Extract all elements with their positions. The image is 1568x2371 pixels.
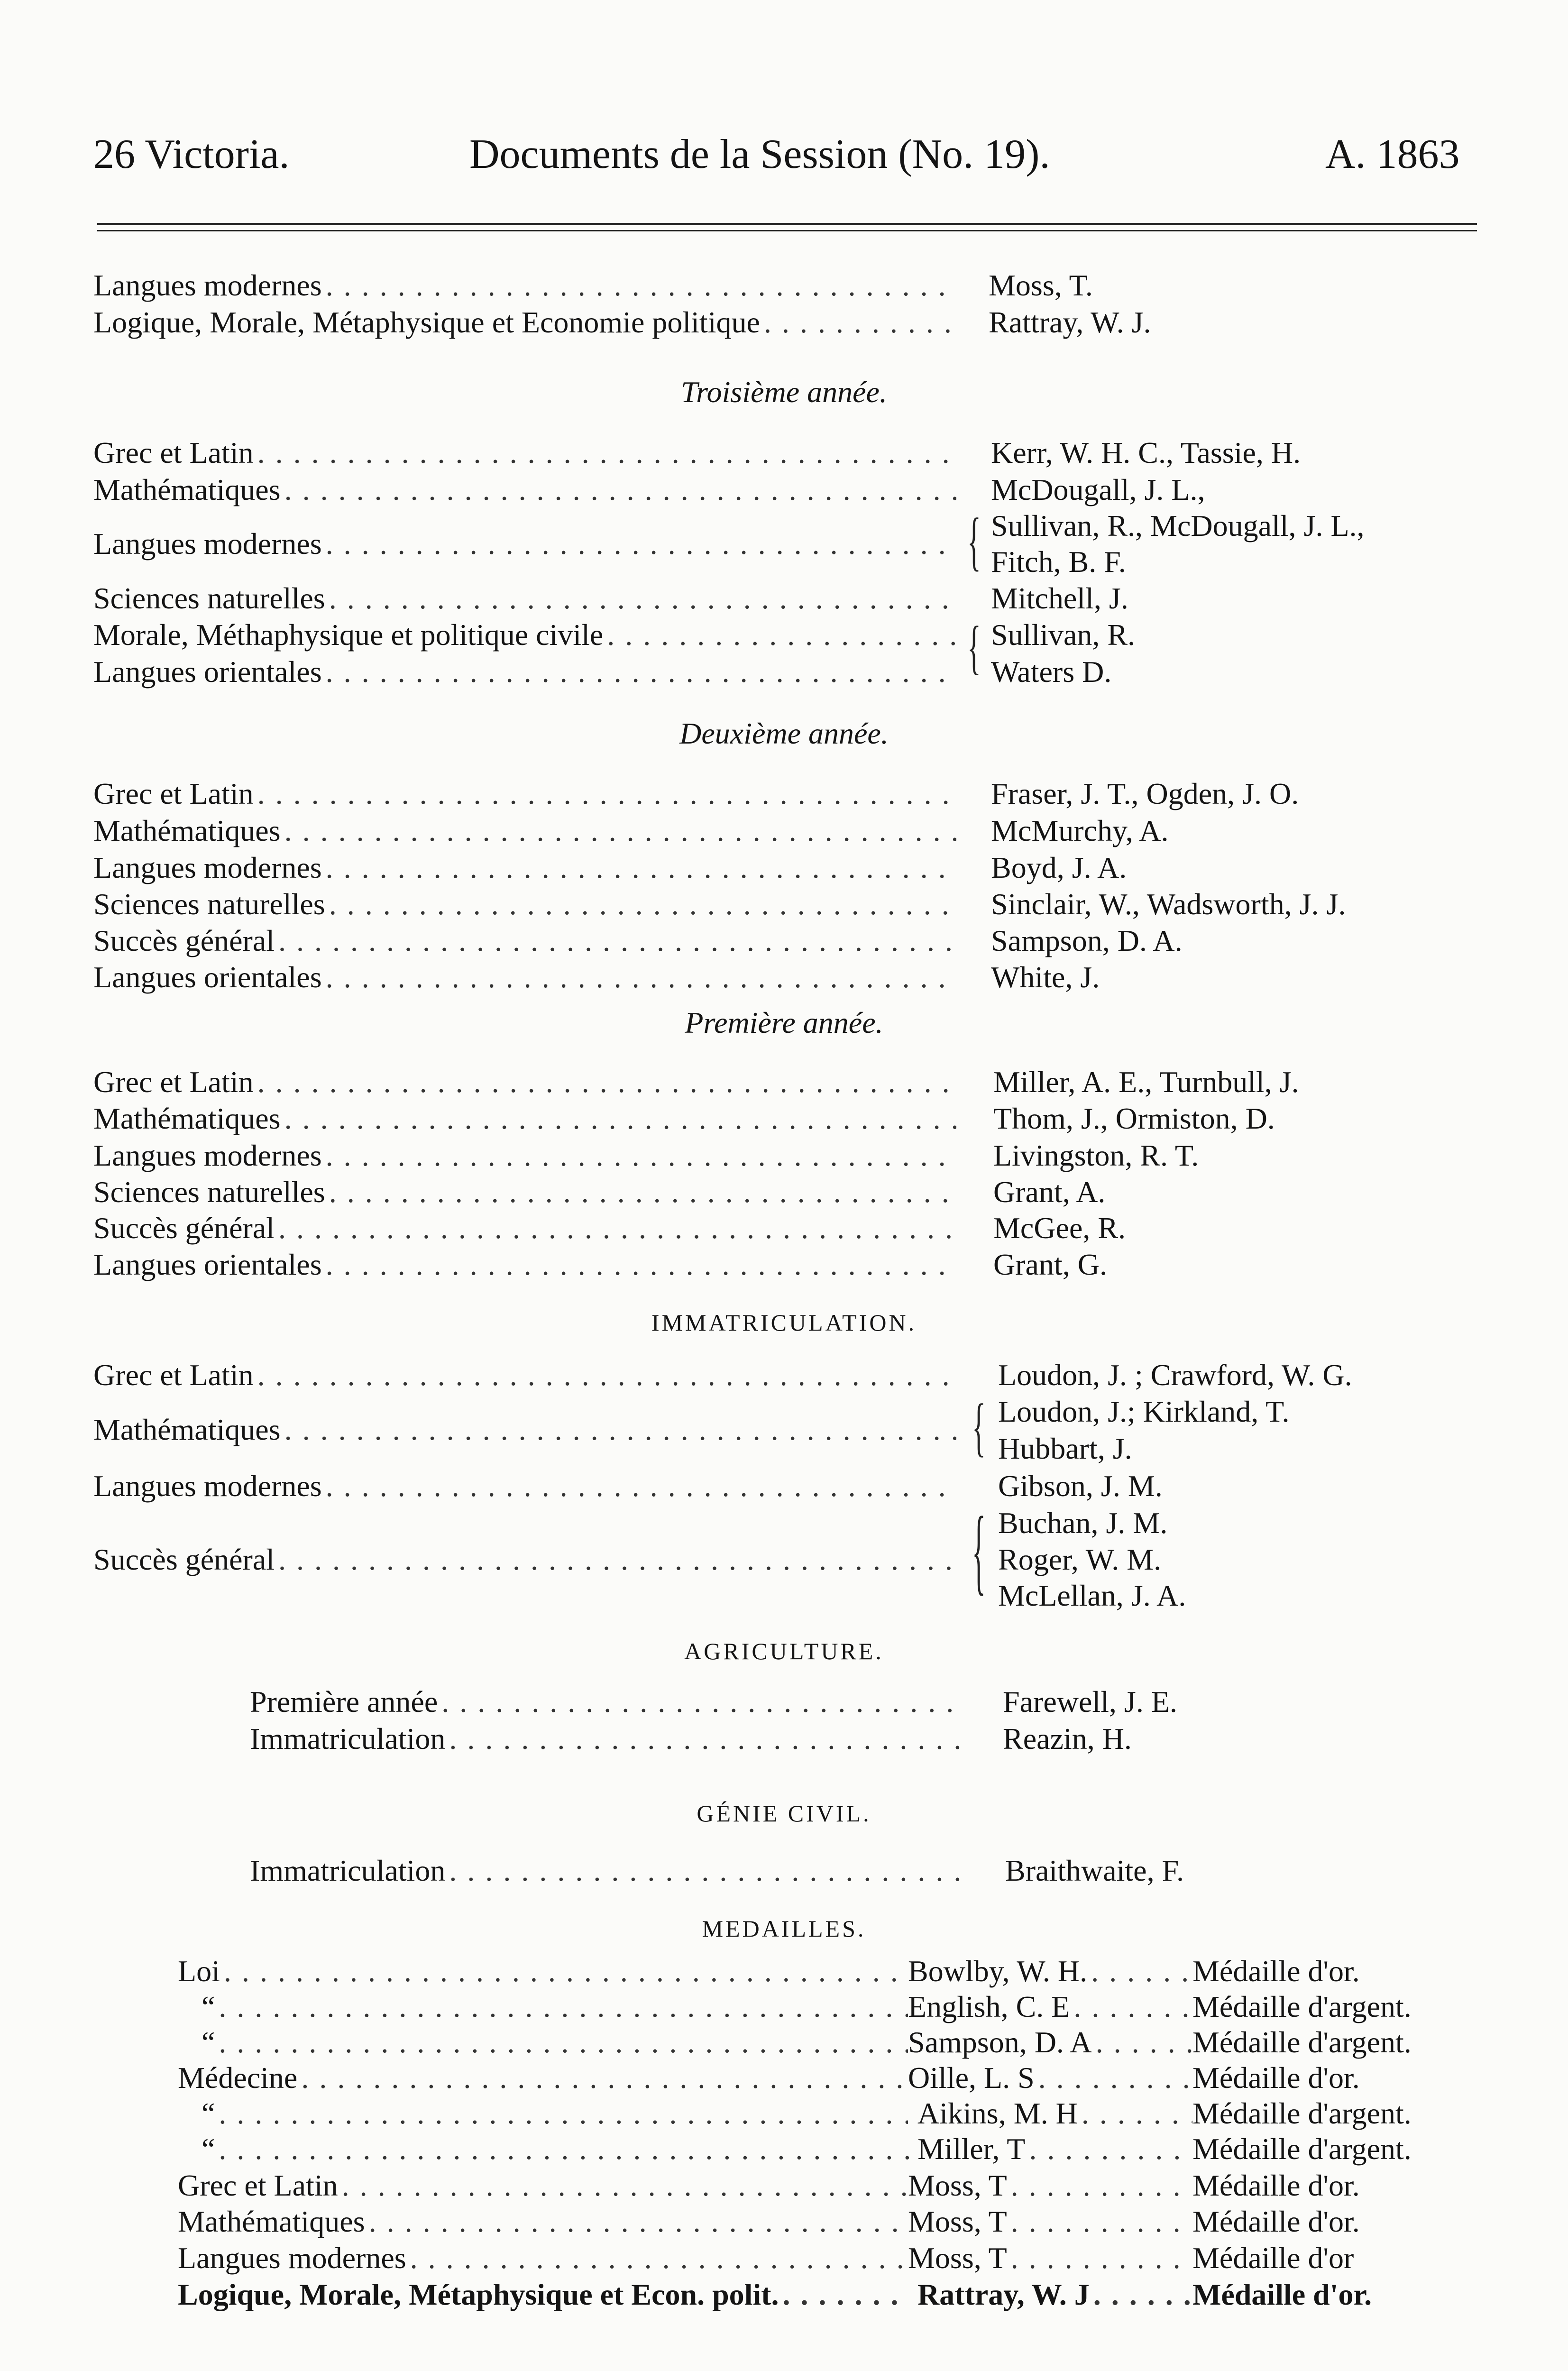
leader-dots xyxy=(284,1412,956,1447)
header-rule-bottom xyxy=(97,230,1477,231)
name-value: Moss, T xyxy=(908,2169,1007,2202)
name-value: Boyd, J. A. xyxy=(991,851,1127,884)
name-value: Bowlby, W. H. xyxy=(908,1954,1088,1988)
ditto-mark: “ xyxy=(202,1990,215,2023)
leader-dots xyxy=(326,960,956,995)
leader-dots xyxy=(449,1721,961,1756)
name-value: Rattray, W. J. xyxy=(989,305,1151,339)
name-value: Miller, A. E., Turnbull, J. xyxy=(993,1065,1299,1099)
subject-label: Langues modernes xyxy=(93,527,322,561)
subject-label: Mathématiques xyxy=(93,814,281,847)
medal-value: Médaille d'or. xyxy=(1192,2061,1360,2095)
medal-value: Médaille d'argent. xyxy=(1192,2132,1412,2166)
brace-icon: { xyxy=(972,1497,986,1604)
leader-dots xyxy=(326,268,956,303)
leader-dots xyxy=(278,1542,956,1577)
name-value: McMurchy, A. xyxy=(991,814,1169,847)
header-right: A. 1863 xyxy=(1325,131,1460,177)
leader-dots xyxy=(1011,2204,1192,2239)
leader-dots xyxy=(326,654,956,689)
subject-label: Grec et Latin xyxy=(93,436,254,469)
leader-dots xyxy=(224,1954,908,1989)
subject-label: Langues orientales xyxy=(93,1248,322,1281)
leader-dots xyxy=(1011,2241,1192,2276)
leader-dots xyxy=(1073,1989,1192,2024)
leader-dots xyxy=(410,2241,908,2276)
ditto-mark: “ xyxy=(202,2096,215,2130)
subject-label: Mathématiques xyxy=(93,1413,281,1446)
name-value: Sampson, D. A. xyxy=(991,924,1183,957)
header-center: Documents de la Session (No. 19). xyxy=(469,131,1050,177)
name-value: Farewell, J. E. xyxy=(1003,1685,1177,1719)
ditto-mark: “ xyxy=(202,2025,215,2059)
leader-dots xyxy=(1029,2132,1192,2167)
leader-dots xyxy=(607,617,956,652)
subject-label: Logique, Morale, Métaphysique et Economie politique xyxy=(93,305,760,339)
subject-label: Logique, Morale, Métaphysique et Econ. polit. xyxy=(178,2278,779,2311)
leader-dots xyxy=(1011,2168,1192,2203)
name-value: Fraser, J. T., Ogden, J. O. xyxy=(991,777,1299,810)
medal-value: Médaille d'or. xyxy=(1192,2278,1372,2311)
leader-dots xyxy=(284,813,956,848)
medal-value: Médaille d'or. xyxy=(1192,2169,1360,2202)
header-rule-top xyxy=(97,223,1477,225)
leader-dots xyxy=(1091,1954,1192,1989)
subject-label: Sciences naturelles xyxy=(93,887,325,921)
name-value: Fitch, B. F. xyxy=(991,545,1126,579)
subject-label: Langues modernes xyxy=(93,268,322,302)
leader-dots xyxy=(1093,2277,1192,2312)
subject-label: Loi xyxy=(178,1954,220,1988)
subject-label: Première année xyxy=(250,1685,438,1719)
subject-label: Sciences naturelles xyxy=(93,1175,325,1209)
name-value: Braithwaite, F. xyxy=(1005,1854,1184,1887)
leader-dots xyxy=(219,2096,908,2131)
subject-label: Langues orientales xyxy=(93,960,322,994)
leader-dots xyxy=(278,923,956,958)
name-value: Reazin, H. xyxy=(1003,1722,1132,1755)
medal-value: Médaille d'argent. xyxy=(1192,2096,1412,2130)
name-value: Miller, T xyxy=(917,2132,1026,2166)
name-value: Livingston, R. T. xyxy=(993,1139,1199,1172)
name-value: Moss, T. xyxy=(989,268,1093,302)
header-left: 26 Victoria. xyxy=(93,131,290,177)
leader-dots xyxy=(764,305,956,340)
subject-label: Grec et Latin xyxy=(93,1358,254,1392)
leader-dots xyxy=(369,2204,908,2239)
name-value: Loudon, J. ; Crawford, W. G. xyxy=(998,1358,1352,1392)
leader-dots xyxy=(219,2132,917,2167)
subject-label: Langues modernes xyxy=(93,1469,322,1503)
leader-dots xyxy=(326,850,956,885)
name-value: McGee, R. xyxy=(993,1211,1126,1245)
leader-dots xyxy=(257,435,956,470)
subject-label: Langues modernes xyxy=(178,2241,406,2275)
leader-dots xyxy=(284,472,956,507)
medal-value: Médaille d'or. xyxy=(1192,1954,1360,1988)
name-value: Aikins, M. H xyxy=(917,2096,1078,2130)
name-value: Moss, T xyxy=(908,2241,1007,2275)
name-value: Sullivan, R., McDougall, J. L., xyxy=(991,509,1365,542)
section-title-agriculture: AGRICULTURE. xyxy=(684,1638,884,1664)
name-value: McDougall, J. L., xyxy=(991,473,1205,506)
subject-label: Immatriculation xyxy=(250,1722,446,1755)
leader-dots xyxy=(219,2025,908,2060)
medal-value: Médaille d'argent. xyxy=(1192,2025,1412,2059)
subject-label: Sciences naturelles xyxy=(93,581,325,615)
leader-dots xyxy=(1082,2096,1192,2131)
section-title-genie-civil: GÉNIE CIVIL. xyxy=(697,1800,871,1827)
name-value: Thom, J., Ormiston, D. xyxy=(993,1102,1275,1135)
brace-icon: { xyxy=(967,614,981,680)
leader-dots xyxy=(326,1469,956,1504)
subject-label: Mathématiques xyxy=(178,2205,365,2238)
name-value: Moss, T xyxy=(908,2205,1007,2238)
name-value: McLellan, J. A. xyxy=(998,1579,1186,1612)
subject-label: Langues modernes xyxy=(93,851,322,884)
leader-dots xyxy=(257,1358,956,1393)
name-value: Roger, W. M. xyxy=(998,1543,1162,1576)
brace-icon: { xyxy=(967,505,981,577)
subject-label: Grec et Latin xyxy=(93,1065,254,1099)
section-title-troisieme: Troisième année. xyxy=(681,375,887,409)
name-value: Hubbart, J. xyxy=(998,1432,1132,1465)
name-value: White, J. xyxy=(991,960,1100,994)
name-value: English, C. E xyxy=(908,1990,1070,2023)
subject-label: Morale, Méthaphysique et politique civile xyxy=(93,618,604,652)
name-value: Sullivan, R. xyxy=(991,618,1136,652)
name-value: Oille, L. S xyxy=(908,2061,1035,2095)
leader-dots xyxy=(329,887,956,922)
leader-dots xyxy=(1038,2060,1192,2095)
subject-label: Succès général xyxy=(93,1543,275,1576)
subject-label: Mathématiques xyxy=(93,473,281,506)
leader-dots xyxy=(284,1101,956,1136)
brace-icon: { xyxy=(972,1391,986,1463)
leader-dots xyxy=(257,1065,956,1100)
leader-dots xyxy=(326,526,956,561)
medal-value: Médaille d'argent. xyxy=(1192,1990,1412,2023)
leader-dots xyxy=(441,1684,961,1719)
leader-dots xyxy=(278,1211,956,1246)
name-value: Gibson, J. M. xyxy=(998,1469,1163,1503)
subject-label: Médecine xyxy=(178,2061,298,2095)
leader-dots xyxy=(257,776,956,811)
name-value: Grant, G. xyxy=(993,1248,1107,1281)
name-value: Sampson, D. A xyxy=(908,2025,1092,2059)
section-title-immatriculation: IMMATRICULATION. xyxy=(651,1309,917,1336)
name-value: Sinclair, W., Wadsworth, J. J. xyxy=(991,887,1346,921)
leader-dots xyxy=(449,1853,961,1888)
name-value: Rattray, W. J xyxy=(917,2278,1090,2311)
subject-label: Langues modernes xyxy=(93,1139,322,1172)
medal-value: Médaille d'or xyxy=(1192,2241,1354,2275)
leader-dots xyxy=(301,2060,908,2095)
leader-dots xyxy=(1096,2025,1192,2060)
name-value: Grant, A. xyxy=(993,1175,1106,1209)
name-value: Mitchell, J. xyxy=(991,581,1128,615)
leader-dots xyxy=(329,581,956,616)
subject-label: Grec et Latin xyxy=(178,2169,338,2202)
name-value: Kerr, W. H. C., Tassie, H. xyxy=(991,436,1301,469)
leader-dots xyxy=(342,2168,908,2203)
leader-dots xyxy=(329,1175,956,1210)
leader-dots xyxy=(326,1247,956,1282)
subject-label: Immatriculation xyxy=(250,1854,446,1887)
section-title-premiere: Première année. xyxy=(685,1006,883,1039)
leader-dots xyxy=(326,1138,956,1173)
subject-label: Langues orientales xyxy=(93,655,322,689)
section-title-medailles: MEDAILLES. xyxy=(702,1915,866,1942)
medal-value: Médaille d'or. xyxy=(1192,2205,1360,2238)
name-value: Loudon, J.; Kirkland, T. xyxy=(998,1395,1290,1428)
name-value: Buchan, J. M. xyxy=(998,1506,1168,1540)
ditto-mark: “ xyxy=(202,2132,215,2166)
section-title-deuxieme: Deuxième année. xyxy=(679,717,889,750)
leader-dots xyxy=(219,1989,908,2024)
subject-label: Succès général xyxy=(93,924,275,957)
subject-label: Succès général xyxy=(93,1211,275,1245)
leader-dots xyxy=(783,2277,908,2312)
subject-label: Grec et Latin xyxy=(93,777,254,810)
name-value: Waters D. xyxy=(991,655,1112,689)
subject-label: Mathématiques xyxy=(93,1102,281,1135)
